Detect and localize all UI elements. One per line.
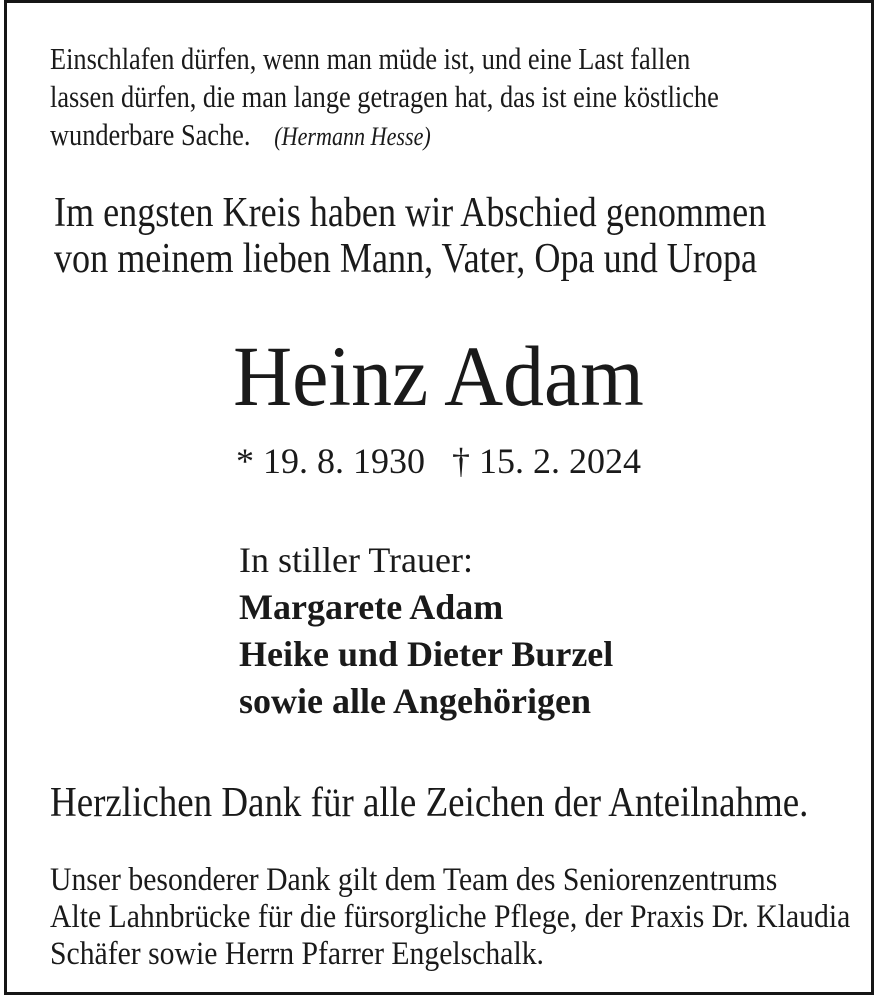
intro-block bbox=[54, 190, 766, 282]
life-dates-row bbox=[0, 441, 877, 481]
special-thanks-line: Schäfer sowie Herrn Pfarrer Engelschalk. bbox=[50, 936, 544, 972]
quote-attribution: (Hermann Hesse) bbox=[274, 122, 431, 151]
mourners-heading: In stiller Trauer: bbox=[239, 540, 473, 580]
quote-line: lassen dürfen, die man lange getragen hat, das ist eine köstliche bbox=[50, 79, 719, 114]
special-thanks-block bbox=[50, 862, 850, 973]
mourner-name: sowie alle Angehörigen bbox=[239, 681, 591, 721]
mourners-block bbox=[239, 537, 613, 725]
birth-date: * 19. 8. 1930 bbox=[236, 441, 425, 481]
death-date: † 15. 2. 2024 bbox=[452, 441, 641, 481]
quote-line bbox=[50, 116, 719, 156]
deceased-name: Heinz Adam bbox=[233, 328, 644, 424]
quote-line: Einschlafen dürfen, wenn man müde ist, und eine Last fallen bbox=[50, 41, 691, 76]
intro-line: Im engsten Kreis haben wir Abschied genommen bbox=[54, 190, 767, 236]
quote-line-text: wunderbare Sache. bbox=[50, 117, 251, 152]
special-thanks-line: Alte Lahnbrücke für die fürsorgliche Pflege, der Praxis Dr. Klaudia bbox=[50, 899, 851, 935]
mourner-name: Margarete Adam bbox=[239, 587, 504, 627]
thanks-line: Herzlichen Dank für alle Zeichen der Anteilnahme. bbox=[50, 780, 809, 826]
special-thanks-line: Unser besonderer Dank gilt dem Team des Seniorenzentrums bbox=[50, 862, 778, 898]
quote-block bbox=[50, 40, 719, 156]
mourner-name: Heike und Dieter Burzel bbox=[239, 634, 614, 674]
intro-line: von meinem lieben Mann, Vater, Opa und Uropa bbox=[54, 236, 758, 282]
